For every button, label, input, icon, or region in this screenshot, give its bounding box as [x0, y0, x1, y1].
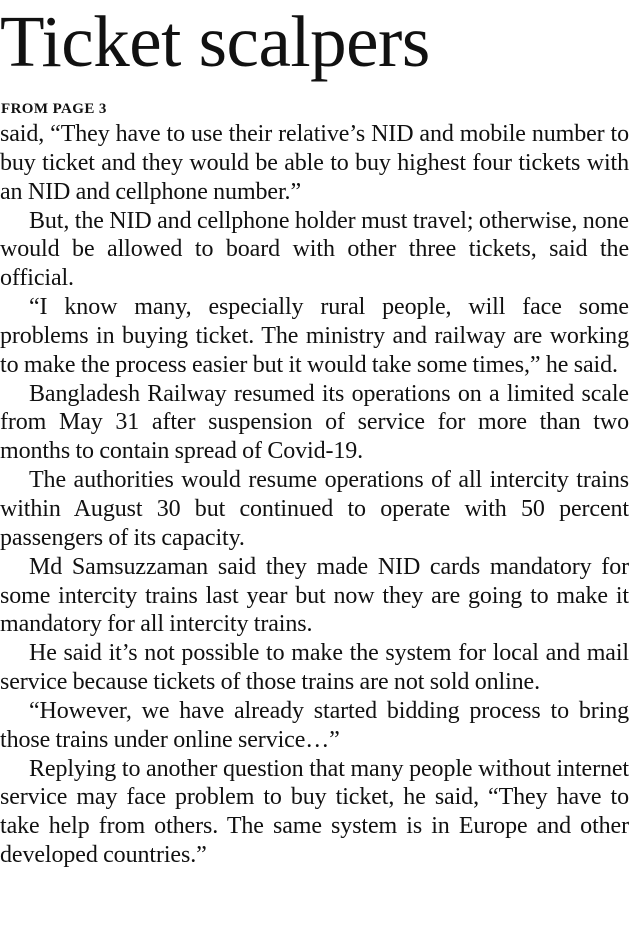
article-body	[0, 120, 629, 870]
paragraph: Replying to another question that many people without internet service may face problem to buy ticket, he said, “They have to take help from others. The same system is in Europe and other developed countries.”	[0, 755, 629, 869]
paragraph: “However, we have already started bidding process to bring those trains under online service…”	[0, 697, 629, 753]
paragraph: Bangladesh Railway resumed its operations on a limited scale from May 31 after suspension of service for more than two months to contain spread of Covid-19.	[0, 380, 629, 465]
paragraph: “I know many, especially rural people, will face some problems in buying ticket. The ministry and railway are working to make the process easier but it would take some times,” he said.	[0, 294, 629, 378]
paragraph: Md Samsuzzaman said they made NID cards mandatory for some intercity trains last year but now they are going to make it mandatory for all intercity trains.	[0, 553, 629, 638]
jump-line: FROM PAGE 3	[1, 101, 107, 117]
paragraph: He said it’s not possible to make the system for local and mail service because tickets of those trains are not sold online.	[0, 640, 629, 696]
paragraph: said, “They have to use their relative’s NID and mobile number to buy ticket and they would be able to buy highest four tickets with an NID and cellphone number.”	[0, 121, 629, 205]
paragraph: The authorities would resume operations of all intercity trains within August 30 but continued to operate with 50 percent passengers of its capacity.	[0, 467, 629, 551]
headline: Ticket scalpers	[0, 1, 430, 82]
paragraph: But, the NID and cellphone holder must travel; otherwise, none would be allowed to board with other three tickets, said the official.	[0, 207, 629, 292]
